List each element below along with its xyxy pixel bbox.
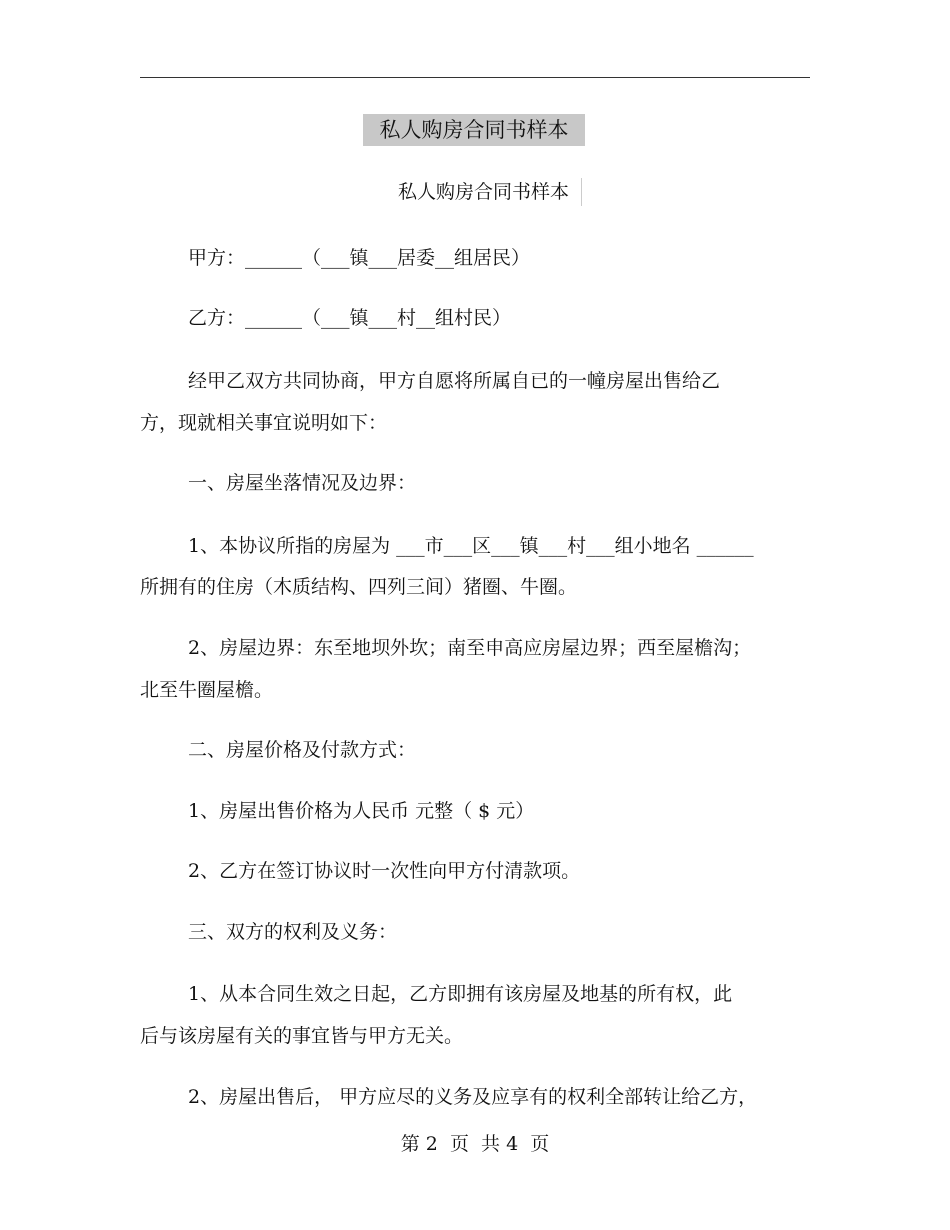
- document-subtitle: 私人购房合同书样本: [398, 178, 582, 206]
- clause-2-2: 2、乙方在签订协议时一次性向甲方付清款项。: [188, 860, 581, 882]
- section-1-heading: 一、房屋坐落情况及边界：: [188, 472, 417, 494]
- header-rule: [140, 77, 810, 78]
- preamble-line-1: 经甲乙双方共同协商，甲方自愿将所属自已的一幢房屋出售给乙: [188, 370, 721, 392]
- page-title: 私人购房合同书样本: [363, 114, 585, 146]
- clause-3-1-line-1: 1、从本合同生效之日起，乙方即拥有该房屋及地基的所有权，此: [188, 983, 733, 1005]
- section-2-heading: 二、房屋价格及付款方式：: [188, 739, 417, 761]
- party-b-line: 乙方：______（___镇___村__组村民）: [188, 307, 512, 329]
- clause-1-2-line-2: 北至牛圈屋檐。: [140, 679, 274, 701]
- preamble-line-2: 方，现就相关事宜说明如下：: [140, 412, 388, 434]
- page-number-footer: 第 2 页 共 4 页: [400, 1133, 550, 1155]
- party-a-line: 甲方：______（___镇___居委__组居民）: [188, 247, 531, 269]
- clause-3-2-line-1: 2、房屋出售后， 甲方应尽的义务及应享有的权利全部转让给乙方，: [188, 1086, 758, 1108]
- clause-1-1-line-2: 所拥有的住房（木质结构、四列三间）猪圈、牛圈。: [140, 576, 578, 598]
- clause-1-1-line-1: 1、本协议所指的房屋为 ___市___区___镇___村___组小地名 ______: [188, 535, 754, 557]
- section-3-heading: 三、双方的权利及义务：: [188, 921, 398, 943]
- clause-2-1: 1、房屋出售价格为人民币 元整（ $ 元）: [188, 800, 535, 822]
- clause-3-1-line-2: 后与该房屋有关的事宜皆与甲方无关。: [140, 1025, 464, 1047]
- clause-1-2-line-1: 2、房屋边界：东至地坝外坎；南至申高应房屋边界；西至屋檐沟；: [188, 637, 752, 659]
